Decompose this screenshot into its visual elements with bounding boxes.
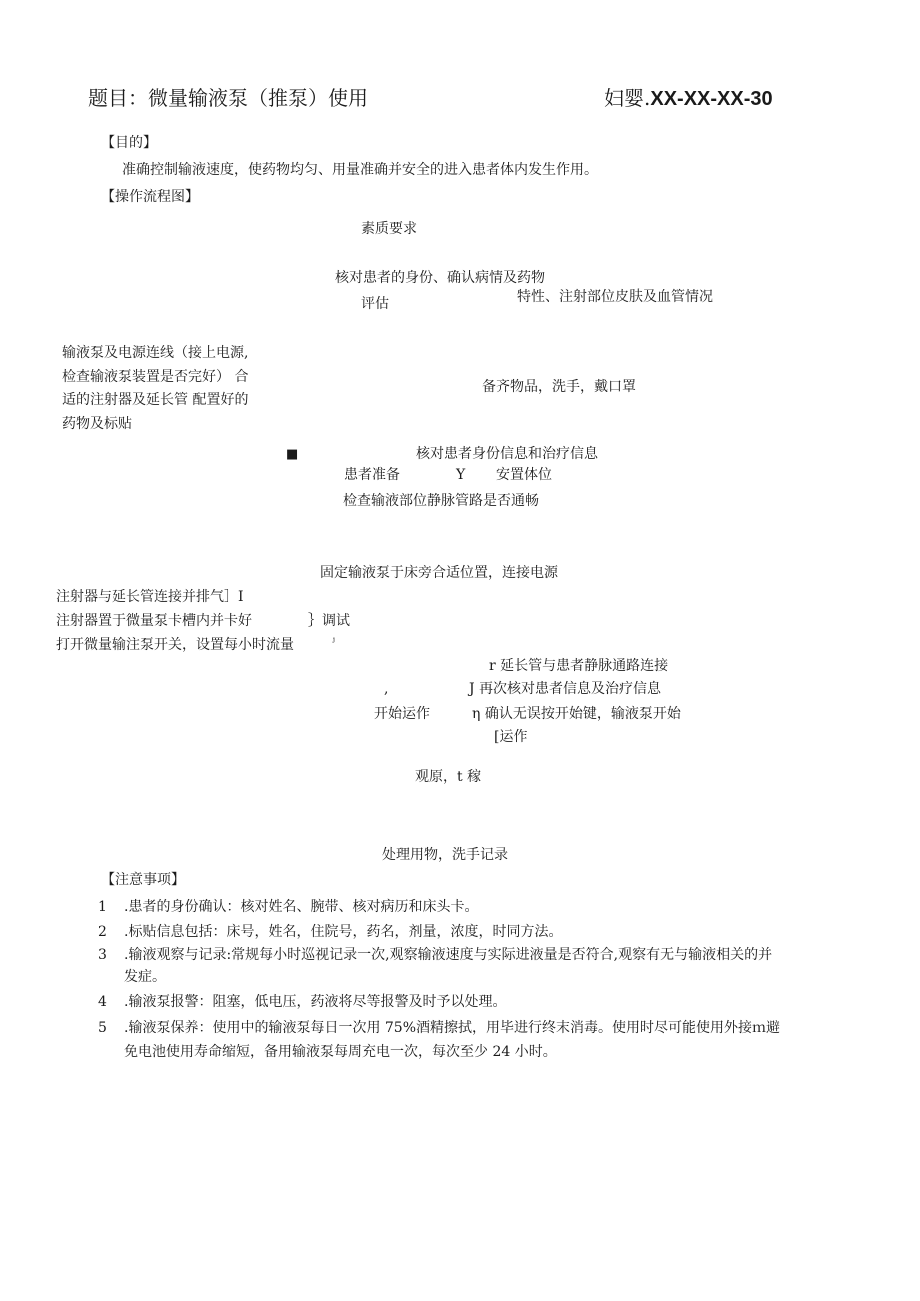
note-number: 3 <box>98 947 107 963</box>
flow-run-recheck: J 再次核对患者信息及治疗信息 <box>469 681 662 697</box>
flow-check-skin: 特性、注射部位皮肤及血管情况 <box>517 289 713 305</box>
note-text-continued: 发症。 <box>124 969 166 985</box>
note-text: .输液泵保养：使用中的输液泵每日一次用 75%酒精擦拭，用毕进行终末消毒。使用时尽可能使用外接ｍ避 <box>124 1020 781 1036</box>
flow-debug-step1: 注射器与延长管连接并排气］I <box>56 589 244 605</box>
flow-assess: 评估 <box>361 296 389 312</box>
department-label <box>604 86 773 111</box>
note-text: .标贴信息包括：床号，姓名，住院号，药名，剂量，浓度，时同方法。 <box>124 924 563 940</box>
flow-patient-info: 核对患者身份信息和治疗信息 <box>416 446 598 462</box>
note-text: .患者的身份确认：核对姓名、腕带、核对病历和床头卡。 <box>124 899 479 915</box>
flow-observe: 观原，t 稼 <box>415 769 482 785</box>
flow-debug-label: ｝调试 <box>308 613 350 629</box>
flow-start: 开始运作 <box>374 706 430 722</box>
flow-prepare: 备齐物品，洗手，戴口罩 <box>482 379 636 395</box>
note-item <box>98 945 772 967</box>
purpose-text: 准确控制输液速度，使药物均匀、用量准确并安全的进入患者体内发生作用。 <box>122 162 598 178</box>
flow-fix-pump: 固定输液泵于床旁合适位置，连接电源 <box>320 565 558 581</box>
flow-run-operate: [运作 <box>494 729 528 745</box>
purpose-heading: 【目的】 <box>101 135 157 151</box>
flow-comma: , <box>384 681 389 697</box>
flow-position: 安置体位 <box>496 467 552 483</box>
department-name: 妇婴. <box>604 86 651 110</box>
flow-run-confirm: η 确认无误按开始键，输液泵开始 <box>472 706 681 722</box>
note-number: 5 <box>98 1020 107 1036</box>
flow-debug-step2: 注射器置于微量泵卡槽内并卡好 <box>56 613 252 629</box>
note-number: 1 <box>98 899 107 915</box>
note-text: .输液泵报警：阻塞，低电压，药液将尽等报警及时予以处理。 <box>124 994 507 1010</box>
flow-supplies-line3: 适的注射器及延长管 配置好的 <box>62 392 249 408</box>
flow-run-connect: r 延长管与患者静脉通路连接 <box>489 658 669 674</box>
flow-debug-mark: ʲ <box>332 635 335 648</box>
note-item <box>98 1018 780 1040</box>
flow-patient-prep: 患者准备 <box>344 467 400 483</box>
bullet-mark: ■ <box>286 447 299 462</box>
flow-quality: 素质要求 <box>361 221 417 237</box>
flow-debug-step3: 打开微量输注泵开关，设置每小时流量 <box>56 637 294 653</box>
flow-vein-check: 检查输液部位静脉管路是否通畅 <box>343 493 539 509</box>
note-item <box>98 992 506 1014</box>
notes-heading: 【注意事项】 <box>101 872 185 888</box>
flow-supplies-line1: 输液泵及电源连线（接上电源, <box>62 345 249 361</box>
note-text-continued: 免电池使用寿命缩短，备用输液泵每周充电一次，每次至少 24 小时。 <box>124 1044 557 1060</box>
flow-supplies-line4: 药物及标贴 <box>62 416 132 432</box>
note-number: 4 <box>98 994 107 1010</box>
page-title: 题目：微量输液泵（推泵）使用 <box>88 86 368 110</box>
note-item <box>98 922 562 944</box>
flow-check-identity: 核对患者的身份、确认病情及药物 <box>335 270 545 286</box>
note-item <box>98 897 478 919</box>
flow-dispose: 处理用物，洗手记录 <box>382 847 508 863</box>
note-number: 2 <box>98 924 107 940</box>
flow-y-mark: Y <box>456 467 466 483</box>
note-text: .输液观察与记录:常规每小时巡视记录一次,观察输液速度与实际进液量是否符合,观察有无与输液相关的并 <box>124 947 773 963</box>
flow-supplies-line2: 检查输液泵装置是否完好） 合 <box>62 369 249 385</box>
flow-heading: 【操作流程图】 <box>101 189 199 205</box>
document-code: XX-XX-XX-30 <box>650 88 773 110</box>
